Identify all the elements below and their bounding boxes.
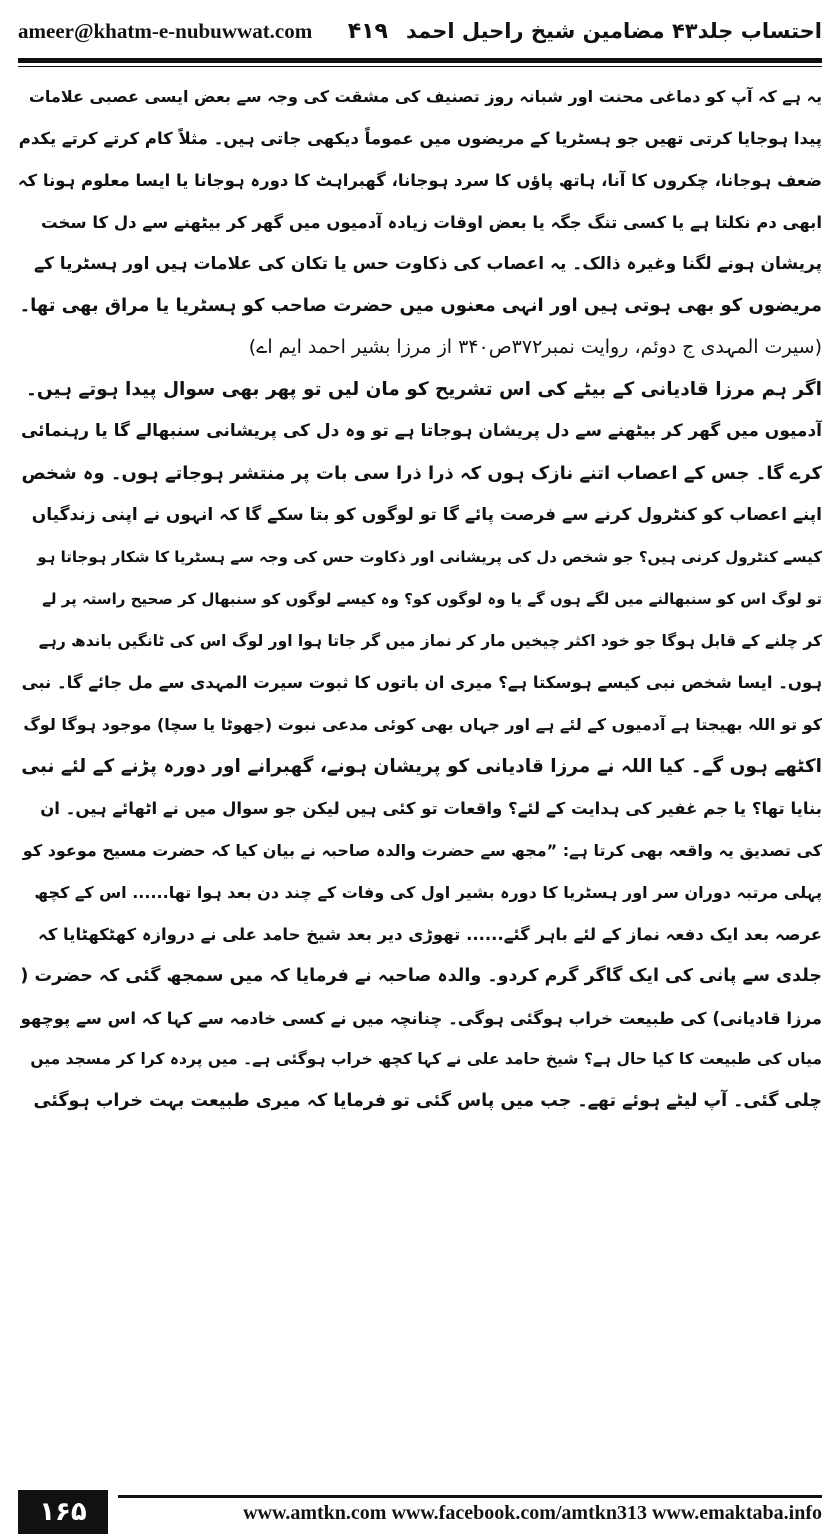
- text-line: اگر ہم مرزا قادیانی کے بیٹے کی اس تشریح کو مان لیں تو پھر بھی سوال پیدا ہوتے ہیں۔: [26, 379, 822, 401]
- text-line: یہ ہے کہ آپ کو دماغی محنت اور شبانہ روز تصنیف کی مشقت کی وجہ سے بعض ایسی عصبی علامات: [28, 87, 822, 106]
- text-line: مرزا قادیانی) کی طبیعت خراب ہوگئی ہوگی۔ چنانچہ میں نے کسی خادمہ سے کہا کہ اس سے پوچھو: [20, 1008, 822, 1028]
- text-line: اپنے اعصاب کو کنٹرول کرنے سے فرصت پائے گا تو لوگوں کو بتا سکے گا کہ انہوں نے اپنی زندگیاں: [31, 504, 822, 525]
- text-line: اکٹھے ہوں گے۔ کیا اللہ نے مرزا قادیانی کو پریشان ہونے، گھبرانے اور دورہ پڑنے کے لئے نبی: [21, 756, 822, 778]
- header-rule-thick: [18, 58, 822, 63]
- text-line: بنایا تھا؟ یا جم غفیر کی ہدایت کے لئے؟ واقعات تو کئی ہیں لیکن جو سوال میں نے اٹھائے ہیں۔ ان: [40, 799, 822, 819]
- header-book-title: احتساب جلد۴۳ مضامین شیخ راحیل احمد: [406, 19, 822, 43]
- header-book-page: ۴۱۹: [347, 18, 388, 44]
- text-line: جلدی سے پانی کی ایک گاگر گرم کردو۔ والدہ صاحبہ نے فرمایا کہ میں سمجھ گئی کہ حضرت (: [20, 965, 822, 986]
- text-line: ضعف ہوجانا، چکروں کا آنا، ہاتھ پاؤں کا سرد ہوجانا، گھبراہٹ کا دورہ ہوجانا یا ایسا معلوم ہونا کہ: [18, 170, 822, 190]
- text-line: ہوں۔ ایسا شخص نبی کیسے ہوسکتا ہے؟ میری ان باتوں کا ثبوت سیرت المہدی سے مل جائے گا۔ نبی: [21, 673, 822, 693]
- text-line: چلی گئی۔ آپ لیٹے ہوئے تھے۔ جب میں پاس گئی تو فرمایا کہ میری طبیعت بہت خراب ہوگئی: [33, 1091, 822, 1112]
- body-text: [18, 76, 822, 1123]
- footer-page-number: ۱۶۵: [18, 1490, 108, 1534]
- page-footer: [18, 1490, 822, 1534]
- text-line: پیدا ہوجایا کرتی تھیں جو ہسٹریا کے مریضوں میں عموماً دیکھی جاتی ہیں۔ مثلاً کام کرتے کرتے یکدم: [18, 128, 822, 148]
- text-line: پریشان ہونے لگنا وغیرہ ذالک۔ یہ اعصاب کی ذکاوت حس یا تکان کی علامات ہیں اور ہسٹریا کے: [34, 253, 822, 274]
- page-header: [18, 10, 822, 52]
- footer-rule: [118, 1495, 822, 1498]
- text-line: مریضوں کو بھی ہوتی ہیں اور انہی معنوں میں حضرت صاحب کو ہسٹریا یا مراق بھی تھا۔: [19, 295, 822, 317]
- text-line: کرے گا۔ جس کے اعصاب اتنے نازک ہوں کہ ذرا ذرا سی بات پر منتشر ہوجاتے ہوں۔ وہ شخص: [21, 463, 822, 485]
- footer-links: www.amtkn.com www.facebook.com/amtkn313 www.emaktaba.info: [243, 1502, 822, 1524]
- text-line: عرصہ بعد ایک دفعہ نماز کے لئے باہر گئے...... تھوڑی دیر بعد شیخ حامد علی نے دروازہ کھٹکھٹایا کہ: [38, 924, 822, 944]
- header-email: ameer@khatm-e-nubuwwat.com: [18, 18, 313, 43]
- text-line: کیسے کنٹرول کرنی ہیں؟ جو شخص دل کی پریشانی اور ذکاوت حس کی وجہ سے ہسٹریا کا شکار ہوجاتا ہو: [37, 547, 822, 566]
- text-line: ابھی دم نکلتا ہے یا کسی تنگ جگہ یا بعض اوقات زیادہ آدمیوں میں گھر کر بیٹھنے سے دل کا سخت: [41, 212, 822, 232]
- text-line: میاں کی طبیعت کا کیا حال ہے؟ شیخ حامد علی نے کہا کچھ خراب ہوگئی ہے۔ میں پردہ کرا کر مسجد میں: [30, 1050, 822, 1069]
- citation-line: (سیرت المہدی ج دوئم، روایت نمبر۳۷۲ص۳۴۰ از مرزا بشیر احمد ایم اے): [248, 336, 822, 359]
- text-line: پہلی مرتبہ دوران سر اور ہسٹریا کا دورہ بشیر اول کی وفات کے چند دن بعد ہوا تھا...... اس کے کچھ: [34, 882, 822, 902]
- text-line: کر چلنے کے قابل ہوگا جو خود اکثر چیخیں مار کر نماز میں گر جاتا ہوا اور لوگ اس کی ٹانگیں باندھ رہے: [38, 631, 822, 650]
- text-line: تو لوگ اس کو سنبھالنے میں لگے ہوں گے یا وہ لوگوں کو؟ وہ کیسے لوگوں کو سنبھال کر صحیح راستہ پر لے: [42, 589, 822, 608]
- header-rule-thin: [18, 66, 822, 67]
- text-line: کو تو اللہ بھیجتا ہے آدمیوں کے لئے ہے اور جہاں بھی کوئی مدعی نبوت (جھوٹا یا سچا) موجود ہوگا لوگ: [23, 715, 822, 735]
- header-right: [348, 19, 822, 44]
- text-line: آدمیوں میں گھر کر بیٹھنے سے دل پریشان ہوجاتا ہے تو وہ دل کی پریشانی سنبھالے گا یا رہنمائی: [20, 421, 822, 442]
- text-line: کی تصدیق یہ واقعہ بھی کرتا ہے: ”مجھ سے حضرت والدہ صاحبہ نے بیان کیا کہ حضرت مسیح موعود کو: [22, 841, 822, 861]
